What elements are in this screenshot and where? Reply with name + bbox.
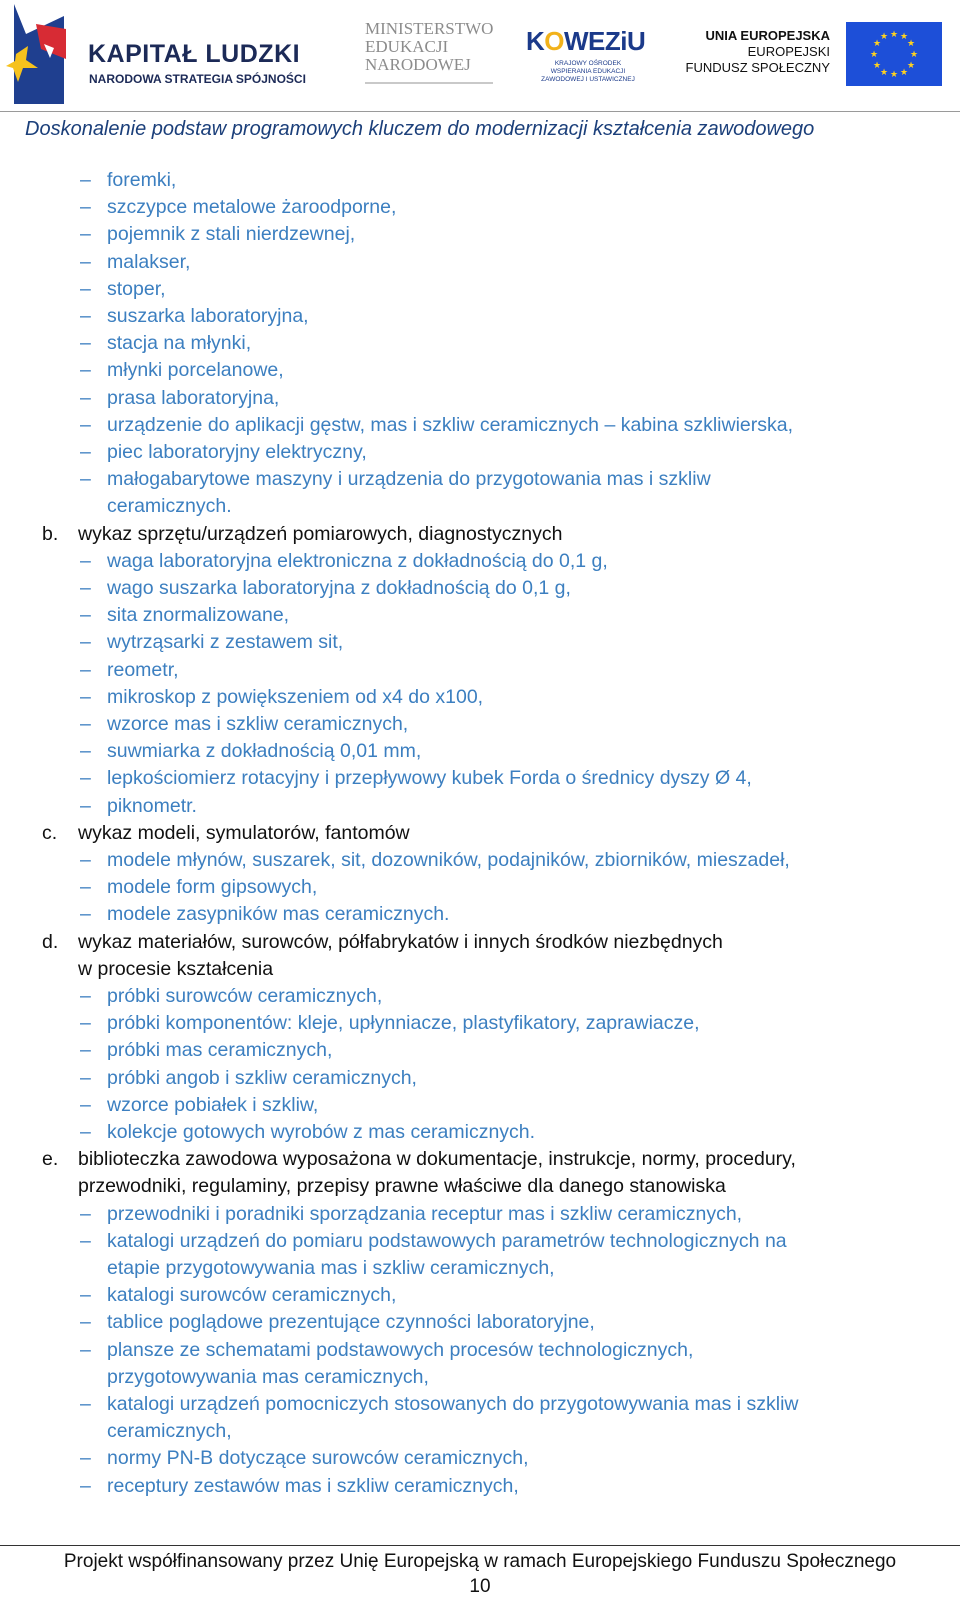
list-item-text: modele młynów, suszarek, sit, dozowników, podajników, zbiorników, mieszadeł, bbox=[107, 849, 790, 871]
section-letter: c. bbox=[42, 821, 58, 844]
document-title: Doskonalenie podstaw programowych kluczem do modernizacji kształcenia zawodowego bbox=[25, 118, 815, 140]
list-item-text: małogabarytowe maszyny i urządzenia do przygotowania mas i szkliw bbox=[107, 468, 711, 491]
bullet-dash-icon: – bbox=[80, 1338, 91, 1361]
kapital-ludzki-title: KAPITAŁ LUDZKI bbox=[88, 40, 301, 68]
men-line-3: NARODOWEJ bbox=[365, 55, 471, 74]
list-item-text: szczypce metalowe żaroodporne, bbox=[107, 196, 397, 219]
list-item-text: kolekcje gotowych wyrobów z mas ceramicznych. bbox=[107, 1121, 536, 1143]
bullet-dash-icon: – bbox=[80, 441, 91, 463]
bullet-dash-icon: – bbox=[80, 876, 91, 899]
list-item-text: stoper, bbox=[107, 277, 166, 300]
bullet-dash-icon: – bbox=[80, 713, 91, 735]
men-underline bbox=[365, 82, 493, 84]
list-item-text: przewodniki i poradniki sporządzania receptur mas i szkliw ceramicznych, bbox=[107, 1202, 743, 1225]
men-line-1: MINISTERSTWO bbox=[365, 19, 494, 38]
eu-line-1: UNIA EUROPEJSKA bbox=[705, 28, 830, 43]
bullet-dash-icon: – bbox=[80, 1093, 91, 1116]
bullet-dash-icon: – bbox=[80, 359, 91, 382]
list-item-text: wzorce mas i szkliw ceramicznych, bbox=[107, 713, 409, 735]
list-item-text: modele zasypników mas ceramicznych. bbox=[107, 903, 450, 926]
list-item-text: wytrząsarki z zestawem sit, bbox=[107, 631, 344, 654]
eu-flag-icon bbox=[846, 22, 942, 86]
eu-logo bbox=[685, 22, 950, 92]
svg-text:★: ★ bbox=[879, 32, 889, 42]
list-item-text: urządzenie do aplikacji gęstw, mas i szkliw ceramicznych – kabina szkliwierska, bbox=[107, 413, 794, 436]
bullet-dash-icon: – bbox=[80, 631, 91, 654]
bullet-dash-icon: – bbox=[80, 223, 91, 246]
bullet-dash-icon: – bbox=[80, 767, 91, 790]
men-line-2: EDUKACJI bbox=[365, 37, 449, 56]
svg-text:★: ★ bbox=[909, 50, 919, 60]
eu-line-3: FUNDUSZ SPOŁECZNY bbox=[685, 60, 830, 75]
bullet-dash-icon: – bbox=[80, 1311, 91, 1334]
section-heading-text: wykaz materiałów, surowców, półfabrykatów i innych środków niezbędnych bbox=[78, 930, 723, 953]
bullet-dash-icon: – bbox=[80, 849, 91, 871]
list-item-text: próbki angob i szkliw ceramicznych, bbox=[107, 1066, 417, 1089]
list-item-text: katalogi urządzeń pomocniczych stosowanych do przygotowywania mas i szkliw bbox=[107, 1393, 799, 1415]
bullet-dash-icon: – bbox=[80, 305, 91, 327]
footer-divider bbox=[0, 1545, 960, 1546]
kowezu-rest: WEZiU bbox=[564, 26, 646, 56]
section-heading-text: przewodniki, regulaminy, przepisy prawne właściwe dla danego stanowiska bbox=[78, 1175, 726, 1198]
list-item-text: normy PN-B dotyczące surowców ceramicznych, bbox=[107, 1447, 529, 1470]
list-item-text: przygotowywania mas ceramicznych, bbox=[107, 1365, 429, 1388]
bullet-dash-icon: – bbox=[80, 577, 91, 599]
bullet-dash-icon: – bbox=[80, 1229, 91, 1252]
svg-text:★: ★ bbox=[906, 61, 916, 71]
bullet-dash-icon: – bbox=[80, 794, 91, 817]
section-letter: b. bbox=[42, 522, 59, 545]
page-number: 10 bbox=[469, 1576, 491, 1597]
list-item-text: młynki porcelanowe, bbox=[107, 359, 284, 382]
bullet-dash-icon: – bbox=[80, 1066, 91, 1089]
eu-line-2: EUROPEJSKI bbox=[747, 44, 830, 59]
list-item-text: suwmiarka z dokładnością 0,01 mm, bbox=[107, 740, 422, 763]
bullet-dash-icon: – bbox=[80, 1012, 91, 1035]
list-item-text: etapie przygotowywania mas i szkliw ceramicznych, bbox=[107, 1257, 555, 1279]
section-letter: e. bbox=[42, 1148, 59, 1171]
svg-text:★: ★ bbox=[879, 68, 889, 78]
svg-text:★: ★ bbox=[889, 30, 899, 40]
kowezu-o: O bbox=[544, 26, 565, 56]
bullet-dash-icon: – bbox=[80, 1039, 91, 1062]
list-item-text: prasa laboratoryjna, bbox=[107, 386, 280, 409]
list-item-text: foremki, bbox=[107, 169, 177, 191]
section-heading-text: wykaz modeli, symulatorów, fantomów bbox=[78, 821, 410, 844]
list-item-text: mikroskop z powiększeniem od x4 do x100, bbox=[107, 685, 484, 708]
kapital-ludzki-flag-icon bbox=[6, 4, 66, 104]
bullet-dash-icon: – bbox=[80, 332, 91, 355]
bullet-dash-icon: – bbox=[80, 903, 91, 926]
kowezu-logo bbox=[526, 18, 646, 84]
svg-text:★: ★ bbox=[899, 32, 909, 42]
svg-text:★: ★ bbox=[869, 50, 879, 60]
kowezu-k: K bbox=[526, 26, 545, 56]
section-heading-text: wykaz sprzętu/urządzeń pomiarowych, diagnostycznych bbox=[78, 522, 563, 545]
svg-text:★: ★ bbox=[906, 39, 916, 49]
bullet-dash-icon: – bbox=[80, 549, 91, 572]
list-item-text: pojemnik z stali nierdzewnej, bbox=[107, 223, 356, 246]
bullet-dash-icon: – bbox=[80, 1393, 91, 1415]
bullet-dash-icon: – bbox=[80, 250, 91, 273]
bullet-dash-icon: – bbox=[80, 413, 91, 436]
bullet-dash-icon: – bbox=[80, 1202, 91, 1225]
list-item-text: reometr, bbox=[107, 658, 179, 681]
bullet-dash-icon: – bbox=[80, 740, 91, 763]
bullet-dash-icon: – bbox=[80, 1474, 91, 1497]
list-item-text: próbki mas ceramicznych, bbox=[107, 1039, 333, 1062]
list-item-text: sita znormalizowane, bbox=[107, 604, 290, 627]
header-logos bbox=[0, 0, 960, 108]
bullet-dash-icon: – bbox=[80, 1284, 91, 1307]
ministerstwo-logo bbox=[365, 20, 505, 84]
list-item-text: wzorce pobiałek i szkliw, bbox=[107, 1093, 319, 1116]
bullet-dash-icon: – bbox=[80, 169, 91, 191]
bullet-dash-icon: – bbox=[80, 658, 91, 681]
bullet-dash-icon: – bbox=[80, 468, 91, 491]
list-item-text: malakser, bbox=[107, 250, 191, 273]
list-item-text: ceramicznych, bbox=[107, 1420, 232, 1443]
bullet-dash-icon: – bbox=[80, 985, 91, 1007]
list-item-text: suszarka laboratoryjna, bbox=[107, 305, 309, 327]
list-item-text: waga laboratoryjna elektroniczna z dokładnością do 0,1 g, bbox=[107, 549, 608, 572]
kowezu-subtitle: KRAJOWY OŚRODEK WSPIERANIA EDUKACJI ZAWODOWEJ I USTAWICZNEJ bbox=[541, 60, 635, 83]
list-item-text: próbki surowców ceramicznych, bbox=[107, 985, 383, 1007]
kapital-ludzki-subtitle: NARODOWA STRATEGIA SPÓJNOŚCI bbox=[89, 72, 306, 86]
bullet-dash-icon: – bbox=[80, 1121, 91, 1143]
footer-text: Projekt współfinansowany przez Unię Europejską w ramach Europejskiego Funduszu Społecznego bbox=[63, 1551, 897, 1572]
list-item-text: piec laboratoryjny elektryczny, bbox=[107, 441, 367, 463]
header-divider bbox=[0, 111, 960, 112]
list-item-text: piknometr. bbox=[107, 794, 197, 817]
list-item-text: lepkościomierz rotacyjny i przepływowy kubek Forda o średnicy dyszy Ø 4, bbox=[107, 767, 752, 790]
list-item-text: próbki komponentów: kleje, upłynniacze, plastyfikatory, zaprawiacze, bbox=[107, 1012, 700, 1035]
list-item-text: receptury zestawów mas i szkliw ceramicznych, bbox=[107, 1474, 519, 1497]
list-item-text: katalogi urządzeń do pomiaru podstawowych parametrów technologicznych na bbox=[107, 1229, 787, 1252]
kapital-ludzki-logo bbox=[6, 4, 306, 104]
section-heading-text: biblioteczka zawodowa wyposażona w dokumentacje, instrukcje, normy, procedury, bbox=[78, 1148, 796, 1171]
svg-text:★: ★ bbox=[872, 39, 882, 49]
kowezu-wordmark bbox=[526, 26, 645, 57]
bullet-dash-icon: – bbox=[80, 196, 91, 219]
bullet-dash-icon: – bbox=[80, 604, 91, 627]
svg-text:★: ★ bbox=[899, 68, 909, 78]
svg-text:★: ★ bbox=[872, 61, 882, 71]
bullet-dash-icon: – bbox=[80, 685, 91, 708]
list-item-text: plansze ze schematami podstawowych procesów technologicznych, bbox=[107, 1338, 694, 1361]
list-item-text: stacja na młynki, bbox=[107, 332, 252, 355]
bullet-dash-icon: – bbox=[80, 386, 91, 409]
list-item-text: modele form gipsowych, bbox=[107, 876, 318, 899]
bullet-dash-icon: – bbox=[80, 277, 91, 300]
section-heading-text: w procesie kształcenia bbox=[78, 957, 274, 980]
list-item-text: katalogi surowców ceramicznych, bbox=[107, 1284, 397, 1307]
svg-text:★: ★ bbox=[889, 70, 899, 80]
list-item-text: ceramicznych. bbox=[107, 495, 232, 518]
section-letter: d. bbox=[42, 930, 59, 953]
list-item-text: wago suszarka laboratoryjna z dokładnością do 0,1 g, bbox=[107, 577, 571, 599]
bullet-dash-icon: – bbox=[80, 1447, 91, 1470]
list-item-text: tablice poglądowe prezentujące czynności laboratoryjne, bbox=[107, 1311, 595, 1334]
